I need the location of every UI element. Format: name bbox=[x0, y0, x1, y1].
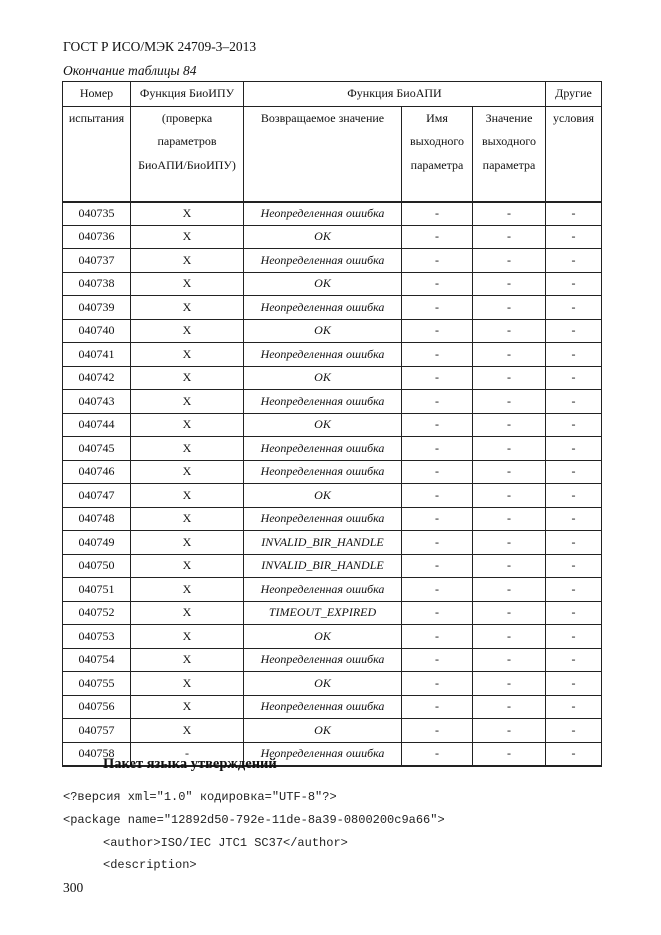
cell-output-name: - bbox=[402, 202, 473, 226]
cell-other: - bbox=[546, 531, 602, 555]
cell-test-no: 040754 bbox=[63, 648, 131, 672]
cell-bioipu-function: X bbox=[131, 695, 244, 719]
cell-test-no: 040753 bbox=[63, 625, 131, 649]
cell-test-no: 040747 bbox=[63, 484, 131, 508]
header-output-name-line1: Имя bbox=[426, 110, 448, 125]
cell-other: - bbox=[546, 249, 602, 273]
cell-other: - bbox=[546, 366, 602, 390]
cell-output-name: - bbox=[402, 366, 473, 390]
cell-output-name: - bbox=[402, 249, 473, 273]
cell-other: - bbox=[546, 719, 602, 743]
table-row bbox=[63, 695, 602, 719]
table-row bbox=[63, 672, 602, 696]
cell-test-no: 040745 bbox=[63, 437, 131, 461]
cell-output-name: - bbox=[402, 460, 473, 484]
header-output-name-line2: выходного bbox=[409, 134, 465, 148]
cell-output-name: - bbox=[402, 531, 473, 555]
cell-bioipu-function: X bbox=[131, 366, 244, 390]
header-output-name-line3: параметра bbox=[410, 157, 464, 172]
cell-other: - bbox=[546, 601, 602, 625]
cell-other: - bbox=[546, 390, 602, 414]
table-row bbox=[63, 249, 602, 273]
cell-return-value: OK bbox=[244, 225, 402, 249]
cell-other: - bbox=[546, 648, 602, 672]
cell-bioipu-function: X bbox=[131, 554, 244, 578]
cell-output-name: - bbox=[402, 578, 473, 602]
table-row bbox=[63, 390, 602, 414]
cell-output-value: - bbox=[473, 742, 546, 766]
cell-test-no: 040755 bbox=[63, 672, 131, 696]
cell-output-value: - bbox=[473, 343, 546, 367]
cell-output-name: - bbox=[402, 648, 473, 672]
header-test-no-line2: испытания bbox=[68, 110, 125, 125]
header-bioipu-line4: БиоАПИ/БиоИПУ) bbox=[138, 157, 236, 172]
cell-bioipu-function: X bbox=[131, 390, 244, 414]
cell-return-value: OK bbox=[244, 272, 402, 296]
table-row bbox=[63, 531, 602, 555]
table-row bbox=[63, 460, 602, 484]
cell-test-no: 040738 bbox=[63, 272, 131, 296]
cell-return-value: Неопределенная ошибка bbox=[244, 202, 402, 226]
table-row bbox=[63, 202, 602, 226]
cell-bioipu-function: X bbox=[131, 648, 244, 672]
header-return-value-text: Возвращаемое значение bbox=[260, 110, 385, 125]
cell-output-value: - bbox=[473, 672, 546, 696]
code-line: <author>ISO/IEC JTC1 SC37</author> bbox=[103, 836, 348, 850]
cell-return-value: OK bbox=[244, 719, 402, 743]
table-row bbox=[63, 625, 602, 649]
cell-output-value: - bbox=[473, 695, 546, 719]
cell-output-value: - bbox=[473, 554, 546, 578]
cell-output-value: - bbox=[473, 413, 546, 437]
table-row bbox=[63, 554, 602, 578]
table-row bbox=[63, 343, 602, 367]
header-output-value bbox=[473, 106, 546, 202]
cell-test-no: 040758 bbox=[63, 742, 131, 766]
cell-test-no: 040752 bbox=[63, 601, 131, 625]
cell-return-value: Неопределенная ошибка bbox=[244, 390, 402, 414]
cell-bioipu-function: X bbox=[131, 672, 244, 696]
cell-output-name: - bbox=[402, 437, 473, 461]
cell-test-no: 040746 bbox=[63, 460, 131, 484]
table-row bbox=[63, 507, 602, 531]
header-other-cont bbox=[546, 106, 602, 202]
cell-output-value: - bbox=[473, 390, 546, 414]
header-bioipu-function-cont bbox=[131, 106, 244, 202]
cell-return-value: Неопределенная ошибка bbox=[244, 578, 402, 602]
cell-bioipu-function: X bbox=[131, 413, 244, 437]
cell-output-name: - bbox=[402, 484, 473, 508]
cell-return-value: OK bbox=[244, 625, 402, 649]
table-row bbox=[63, 296, 602, 320]
cell-test-no: 040756 bbox=[63, 695, 131, 719]
cell-output-name: - bbox=[402, 296, 473, 320]
cell-other: - bbox=[546, 507, 602, 531]
code-line: <description> bbox=[103, 858, 197, 872]
cell-other: - bbox=[546, 742, 602, 766]
header-output-value-line2: выходного bbox=[481, 134, 537, 148]
cell-return-value: OK bbox=[244, 319, 402, 343]
table-row bbox=[63, 437, 602, 461]
header-spacer bbox=[244, 130, 401, 201]
cell-return-value: Неопределенная ошибка bbox=[244, 648, 402, 672]
cell-bioipu-function: X bbox=[131, 437, 244, 461]
table-header-row-2 bbox=[63, 106, 602, 202]
cell-test-no: 040740 bbox=[63, 319, 131, 343]
cell-return-value: Неопределенная ошибка bbox=[244, 249, 402, 273]
cell-test-no: 040742 bbox=[63, 366, 131, 390]
cell-bioipu-function: X bbox=[131, 202, 244, 226]
code-line: <package name="12892d50-792e-11de-8a39-0800200c9a66"> bbox=[63, 813, 445, 827]
header-test-no-cont bbox=[63, 106, 131, 202]
cell-other: - bbox=[546, 625, 602, 649]
page-header: ГОСТ Р ИСО/МЭК 24709-3–2013 bbox=[63, 39, 257, 54]
cell-output-name: - bbox=[402, 672, 473, 696]
header-spacer bbox=[63, 130, 130, 201]
cell-other: - bbox=[546, 672, 602, 696]
table-row bbox=[63, 648, 602, 672]
cell-other: - bbox=[546, 578, 602, 602]
cell-output-value: - bbox=[473, 507, 546, 531]
cell-output-value: - bbox=[473, 249, 546, 273]
cell-test-no: 040744 bbox=[63, 413, 131, 437]
cell-output-name: - bbox=[402, 343, 473, 367]
table-row bbox=[63, 578, 602, 602]
cell-other: - bbox=[546, 296, 602, 320]
header-other-line2: условия bbox=[553, 110, 594, 125]
header-bioapi-function: Функция БиоАПИ bbox=[244, 82, 546, 107]
header-output-value-line3: параметра bbox=[482, 157, 536, 172]
cell-output-name: - bbox=[402, 695, 473, 719]
cell-output-name: - bbox=[402, 319, 473, 343]
cell-output-value: - bbox=[473, 202, 546, 226]
cell-return-value: TIMEOUT_EXPIRED bbox=[244, 601, 402, 625]
cell-test-no: 040735 bbox=[63, 202, 131, 226]
cell-output-value: - bbox=[473, 578, 546, 602]
cell-output-name: - bbox=[402, 390, 473, 414]
header-test-no: Номер bbox=[63, 82, 131, 107]
cell-output-value: - bbox=[473, 719, 546, 743]
cell-bioipu-function: X bbox=[131, 225, 244, 249]
cell-return-value: OK bbox=[244, 413, 402, 437]
cell-output-name: - bbox=[402, 225, 473, 249]
cell-output-value: - bbox=[473, 296, 546, 320]
cell-bioipu-function: X bbox=[131, 319, 244, 343]
cell-output-name: - bbox=[402, 507, 473, 531]
cell-test-no: 040736 bbox=[63, 225, 131, 249]
header-spacer bbox=[546, 130, 601, 201]
code-line: <?версия xml="1.0" кодировка="UTF-8"?> bbox=[63, 790, 337, 804]
cell-return-value: OK bbox=[244, 366, 402, 390]
cell-bioipu-function: X bbox=[131, 249, 244, 273]
header-bioipu-line3: параметров bbox=[157, 134, 217, 148]
cell-bioipu-function: X bbox=[131, 625, 244, 649]
cell-other: - bbox=[546, 460, 602, 484]
cell-test-no: 040757 bbox=[63, 719, 131, 743]
header-spacer bbox=[131, 177, 243, 201]
header-spacer bbox=[402, 177, 472, 201]
cell-output-name: - bbox=[402, 413, 473, 437]
cell-output-value: - bbox=[473, 272, 546, 296]
cell-return-value: Неопределенная ошибка bbox=[244, 296, 402, 320]
cell-output-value: - bbox=[473, 484, 546, 508]
results-table bbox=[62, 81, 602, 767]
header-other: Другие bbox=[546, 82, 602, 107]
cell-output-name: - bbox=[402, 719, 473, 743]
header-output-value-line1: Значение bbox=[485, 110, 533, 125]
cell-other: - bbox=[546, 695, 602, 719]
cell-output-value: - bbox=[473, 460, 546, 484]
page-number: 300 bbox=[63, 880, 84, 895]
cell-bioipu-function: - bbox=[131, 742, 244, 766]
cell-return-value: Неопределенная ошибка bbox=[244, 507, 402, 531]
cell-other: - bbox=[546, 484, 602, 508]
cell-return-value: Неопределенная ошибка bbox=[244, 460, 402, 484]
cell-other: - bbox=[546, 554, 602, 578]
cell-other: - bbox=[546, 202, 602, 226]
cell-bioipu-function: X bbox=[131, 460, 244, 484]
cell-output-name: - bbox=[402, 742, 473, 766]
cell-test-no: 040739 bbox=[63, 296, 131, 320]
cell-bioipu-function: X bbox=[131, 343, 244, 367]
cell-output-value: - bbox=[473, 601, 546, 625]
cell-return-value: Неопределенная ошибка bbox=[244, 695, 402, 719]
cell-bioipu-function: X bbox=[131, 601, 244, 625]
cell-other: - bbox=[546, 437, 602, 461]
table-row bbox=[63, 601, 602, 625]
cell-bioipu-function: X bbox=[131, 578, 244, 602]
cell-bioipu-function: X bbox=[131, 296, 244, 320]
table-row bbox=[63, 366, 602, 390]
cell-output-value: - bbox=[473, 225, 546, 249]
cell-test-no: 040743 bbox=[63, 390, 131, 414]
table-header-row-1 bbox=[63, 82, 602, 107]
header-output-name bbox=[402, 106, 473, 202]
table-body bbox=[63, 202, 602, 766]
cell-other: - bbox=[546, 272, 602, 296]
cell-output-value: - bbox=[473, 625, 546, 649]
cell-return-value: INVALID_BIR_HANDLE bbox=[244, 531, 402, 555]
header-return-value bbox=[244, 106, 402, 202]
cell-output-name: - bbox=[402, 625, 473, 649]
cell-bioipu-function: X bbox=[131, 484, 244, 508]
cell-test-no: 040741 bbox=[63, 343, 131, 367]
cell-return-value: Неопределенная ошибка bbox=[244, 742, 402, 766]
cell-output-name: - bbox=[402, 272, 473, 296]
cell-return-value: OK bbox=[244, 672, 402, 696]
cell-test-no: 040751 bbox=[63, 578, 131, 602]
cell-bioipu-function: X bbox=[131, 507, 244, 531]
table-caption: Окончание таблицы 84 bbox=[63, 63, 197, 78]
table-row bbox=[63, 719, 602, 743]
cell-other: - bbox=[546, 319, 602, 343]
cell-output-value: - bbox=[473, 366, 546, 390]
cell-test-no: 040750 bbox=[63, 554, 131, 578]
cell-other: - bbox=[546, 343, 602, 367]
cell-return-value: Неопределенная ошибка bbox=[244, 343, 402, 367]
cell-output-value: - bbox=[473, 648, 546, 672]
cell-return-value: OK bbox=[244, 484, 402, 508]
cell-other: - bbox=[546, 413, 602, 437]
table-row bbox=[63, 272, 602, 296]
cell-output-value: - bbox=[473, 437, 546, 461]
header-bioipu-function: Функция БиоИПУ bbox=[131, 82, 244, 107]
table-row bbox=[63, 413, 602, 437]
cell-bioipu-function: X bbox=[131, 272, 244, 296]
cell-other: - bbox=[546, 225, 602, 249]
table-row bbox=[63, 225, 602, 249]
cell-test-no: 040737 bbox=[63, 249, 131, 273]
cell-output-name: - bbox=[402, 554, 473, 578]
header-bioipu-line2: (проверка bbox=[161, 110, 213, 125]
cell-bioipu-function: X bbox=[131, 719, 244, 743]
cell-return-value: Неопределенная ошибка bbox=[244, 437, 402, 461]
table-row bbox=[63, 484, 602, 508]
cell-test-no: 040748 bbox=[63, 507, 131, 531]
section-heading: Пакет языка утверждений bbox=[103, 756, 277, 772]
cell-return-value: INVALID_BIR_HANDLE bbox=[244, 554, 402, 578]
header-spacer bbox=[473, 177, 545, 201]
table-row bbox=[63, 319, 602, 343]
cell-output-value: - bbox=[473, 319, 546, 343]
cell-test-no: 040749 bbox=[63, 531, 131, 555]
cell-output-value: - bbox=[473, 531, 546, 555]
cell-output-name: - bbox=[402, 601, 473, 625]
cell-bioipu-function: X bbox=[131, 531, 244, 555]
